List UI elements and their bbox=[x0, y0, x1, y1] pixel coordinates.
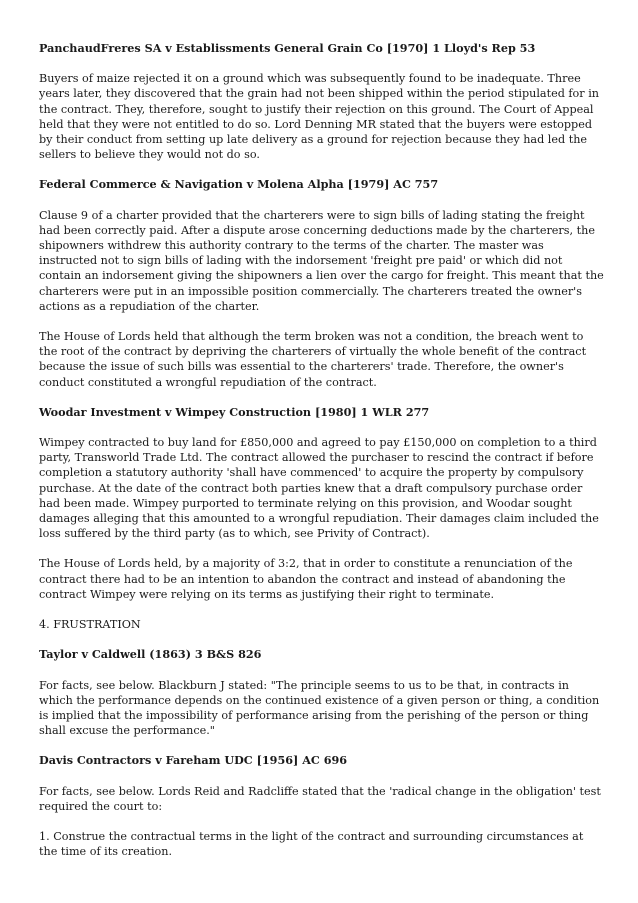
paragraph-federal-commerce-holding: The House of Lords held that although the term broken was not a condition, the breach went to the root of the contract by depriving the charterers of virtually the whole benefit of the contract because the issue of such bills was essential to the charterers' trade. Therefore, the owner's conduct constituted a wrongful repudiation of the contract. bbox=[39, 330, 587, 389]
paragraph-taylor-facts: For facts, see below. Blackburn J stated: "The principle seems to us to be that, in contracts in which the performance depends on the continued existence of a given person or thing, a condition is implied that the impossibility of performance arising from the perishing of the person or thing shall excuse the performance." bbox=[39, 678, 600, 738]
paragraph-woodar-holding: The House of Lords held, by a majority of 3:2, that in order to constitute a renunciation of the contract there had to be an intention to abandon the contract and instead of abandoning the contract Wimpey were relying on its terms as justifying their right to terminate. bbox=[39, 557, 573, 601]
paragraph-davis-point-1: 1. Construe the contractual terms in the light of the contract and surrounding circumstances at the time of its creation. bbox=[39, 829, 584, 859]
paragraph-davis-intro: For facts, see below. Lords Reid and Radcliffe stated that the 'radical change in the obligation' test required the court to: bbox=[39, 784, 601, 813]
case-heading-panchaud: PanchaudFreres SA v Establissments General Grain Co [1970] 1 Lloyd's Rep 53 bbox=[39, 41, 536, 55]
paragraph-federal-commerce-facts: Clause 9 of a charter provided that the charterers were to sign bills of lading stating the freight had been correctly paid. After a dispute arose concerning deductions made by the charterers, the shipowners withdrew this authority contrary to the terms of the charter. The master was instructed not to sign bills of lading with the indorsement 'freight pre paid' or which did not contain an indorsement giving the shipowners a lien over the cargo for freight. This meant that the charterers were put in an impossible position commercially. The charterers treated the owner's actions as a repudiation of the charter. bbox=[39, 208, 604, 313]
case-heading-federal-commerce: Federal Commerce & Navigation v Molena Alpha [1979] AC 757 bbox=[39, 177, 439, 192]
paragraph-woodar-facts: Wimpey contracted to buy land for £850,000 and agreed to pay £150,000 on completion to a third party, Transworld Trade Ltd. The contract allowed the purchaser to rescind the contract if before completion a statutory authority 'shall have commenced' to acquire the property by compulsory purchase. At the date of the contract both parties knew that a draft compulsory purchase order had been made. Wimpey purported to terminate relying on this provision, and Woodar sought damages alleging that this amounted to a wrongful repudiation. Their damages claim included the loss suffered by the third party (as to which, see Privity of Contract). bbox=[39, 436, 599, 541]
case-heading-woodar: Woodar Investment v Wimpey Construction [1980] 1 WLR 277 bbox=[39, 404, 430, 419]
case-heading-davis: Davis Contractors v Fareham UDC [1956] AC 696 bbox=[39, 753, 348, 768]
paragraph-panchaud-facts: Buyers of maize rejected it on a ground which was subsequently found to be inadequate. Three years later, they discovered that the grain had not been shipped within the period stipulated for in the contract. They, therefore, sought to justify their rejection on this ground. The Court of Appeal held that they were not entitled to do so. Lord Denning MR stated that the buyers were estopped by their conduct from setting up late delivery as a ground for rejection because they had led the sellers to believe they would not do so. bbox=[39, 72, 599, 162]
case-heading-taylor: Taylor v Caldwell (1863) 3 B&S 826 bbox=[39, 647, 262, 662]
section-heading-frustration: 4. FRUSTRATION bbox=[39, 618, 141, 632]
